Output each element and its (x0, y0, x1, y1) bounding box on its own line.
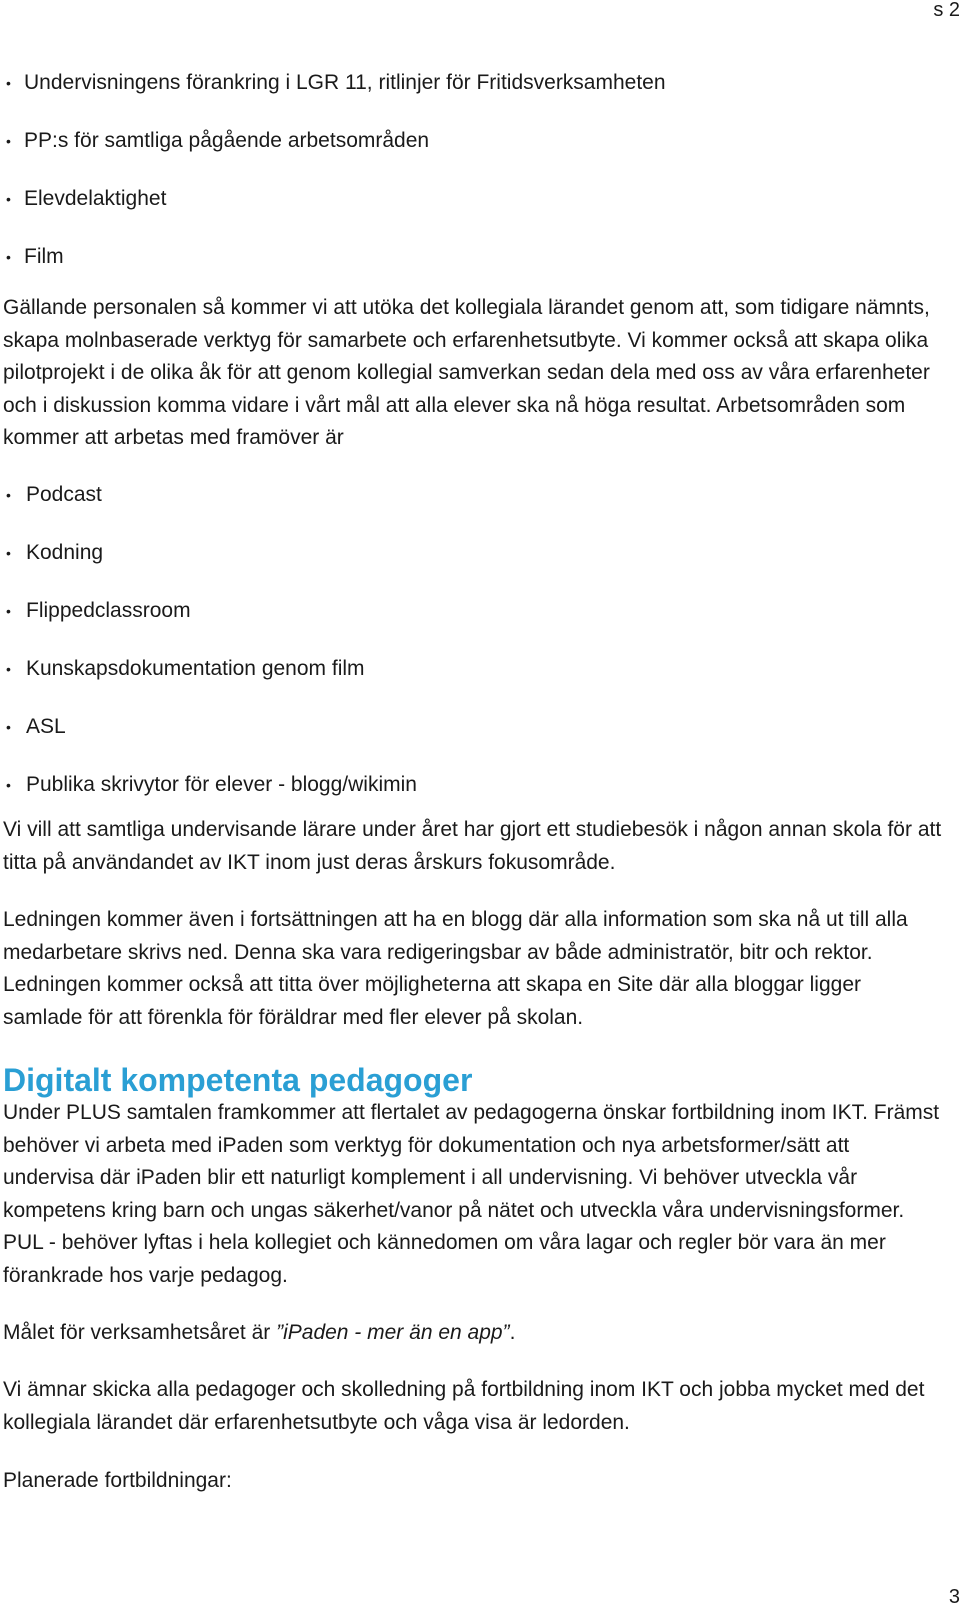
page-footer-number: 3 (948, 1586, 960, 1608)
staff-collaboration-paragraph: Gällande personalen så kommer vi att utöka det kollegiala lärandet genom att, som tidigare nämnts, skapa molnbaserade verktyg för samarbete och erfarenhetsutbyte. Vi kommer också att skapa olika pilotprojekt i de olika åk för att genom kollegial samverkan sedan dela med oss av våra erfarenheter och i diskussion komma vidare i vårt mål att alla elever ska nå höga resultat. Arbetsområden som kommer att arbetas med framöver är (3, 296, 930, 450)
list-item-text: Undervisningens förankring i LGR 11, ritlinjer för Fritidsverksamheten (24, 71, 666, 94)
list-item-text: PP:s för samtliga pågående arbetsområden (24, 129, 430, 152)
plus-talks-paragraph: Under PLUS samtalen framkommer att flertalet av pedagogerna önskar fortbildning inom IKT. Främst behöver vi arbeta med iPaden som verktyg för dokumentation och nya arbetsformer/sätt att undervisa där iPaden blir ett naturligt komplement i all undervisning. Vi behöver utveckla vår kompetens kring barn och ungas säkerhet/vanor på nätet och utveckla våra undervisningsformer. PUL - behöver lyftas i hela kollegiet och kännedomen om våra lagar och regler bör vara än mer förankrade hos varje pedagog. (3, 1101, 940, 1287)
list-item (0, 654, 417, 712)
list-item-text: Podcast (26, 483, 102, 506)
planned-training-label: Planerade fortbildningar: (3, 1469, 232, 1492)
list-item-text: Kunskapsdokumentation genom film (26, 657, 365, 680)
list-item-text: Kodning (26, 541, 104, 564)
list-item (0, 126, 666, 184)
bullet-icon: • (6, 603, 11, 619)
annual-goal-motto: ”iPaden - mer än en app” (276, 1321, 510, 1344)
bullet-icon: • (6, 249, 11, 265)
list-item (0, 68, 666, 126)
bullet-icon: • (6, 487, 11, 503)
list-item-text: Film (24, 245, 64, 268)
list-item (0, 596, 417, 654)
section-heading: Digitalt kompetenta pedagoger (3, 1062, 473, 1098)
bullet-icon: • (6, 133, 11, 149)
management-blog-paragraph: Ledningen kommer även i fortsättningen att ha en blogg där alla information som ska nå ut till alla medarbetare skrivs ned. Denna ska vara redigeringsbar av både administratör, bitr och rektor. Ledningen kommer också att titta över möjligheterna att skapa en Site där alla bloggar ligger samlade för att förenkla för föräldrar med fler elever på skolan. (3, 908, 908, 1029)
list-item (0, 480, 417, 538)
bullet-icon: • (6, 777, 11, 793)
bullet-icon: • (6, 191, 11, 207)
annual-goal-suffix: . (509, 1321, 516, 1344)
bullet-icon: • (6, 719, 11, 735)
page-header-number: s 2 (933, 0, 960, 21)
bullet-icon: • (6, 545, 11, 561)
list-item-text: Elevdelaktighet (24, 187, 167, 210)
list-item (0, 538, 417, 596)
list-item-text: Flippedclassroom (26, 599, 191, 622)
work-area-list (0, 480, 417, 828)
list-item-text: Publika skrivytor för elever - blogg/wikimin (26, 773, 417, 796)
list-item-text: ASL (26, 715, 66, 738)
annual-goal-prefix: Målet för verksamhetsåret är (3, 1321, 277, 1344)
bullet-icon: • (6, 75, 11, 91)
annual-goal-paragraph (3, 1317, 943, 1350)
list-item (0, 184, 666, 242)
bullet-icon: • (6, 661, 11, 677)
training-intent-paragraph: Vi ämnar skicka alla pedagoger och skolledning på fortbildning inom IKT och jobba mycket med det kollegiala lärandet där erfarenhetsutbyte och våga visa är ledorden. (3, 1378, 925, 1434)
study-visit-paragraph: Vi vill att samtliga undervisande lärare under året har gjort ett studiebesök i någon annan skola för att titta på användandet av IKT inom just deras årskurs fokusområde. (3, 818, 942, 874)
list-item (0, 712, 417, 770)
focus-area-list (0, 68, 666, 300)
